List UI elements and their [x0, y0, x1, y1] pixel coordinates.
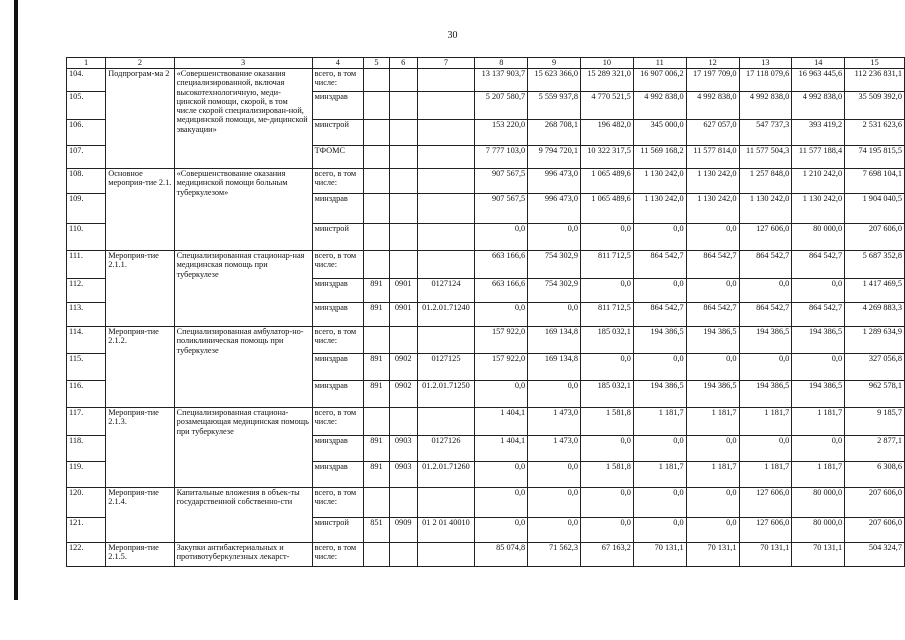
total-value: 1 289 634,9 [845, 327, 905, 354]
row-number: 111. [67, 251, 106, 279]
year-value: 0,0 [686, 354, 739, 381]
target-code [417, 543, 475, 567]
year-value: 15 289 321,0 [581, 69, 634, 92]
year-value: 80 000,0 [792, 224, 845, 251]
funding-source: минздрав [312, 354, 364, 381]
year-value: 0,0 [633, 518, 686, 543]
column-number: 15 [845, 58, 905, 69]
section-code [389, 251, 417, 279]
year-value: 0,0 [581, 354, 634, 381]
column-number: 14 [792, 58, 845, 69]
target-code [417, 408, 475, 436]
table-row [67, 169, 905, 194]
program-description: Закупки антибактериальных и противотуберкулезных лекарст- [174, 543, 312, 567]
total-value: 4 269 883,3 [845, 303, 905, 327]
row-number: 110. [67, 224, 106, 251]
year-value: 864 542,7 [792, 303, 845, 327]
funding-source: всего, в том числе: [312, 251, 364, 279]
column-number: 11 [633, 58, 686, 69]
total-value: 5 687 352,8 [845, 251, 905, 279]
year-value: 0,0 [475, 488, 528, 518]
target-code [417, 120, 475, 146]
column-number: 3 [174, 58, 312, 69]
grbs-code: 851 [364, 518, 390, 543]
grbs-code [364, 120, 390, 146]
row-number: 115. [67, 354, 106, 381]
year-value: 4 992 838,0 [792, 92, 845, 120]
row-number: 108. [67, 169, 106, 194]
page-number: 30 [447, 30, 458, 41]
row-number: 122. [67, 543, 106, 567]
grbs-code [364, 69, 390, 92]
row-number: 105. [67, 92, 106, 120]
grbs-code [364, 251, 390, 279]
year-value: 0,0 [686, 518, 739, 543]
row-number: 119. [67, 462, 106, 488]
year-value: 864 542,7 [633, 303, 686, 327]
row-number: 116. [67, 381, 106, 408]
section-code: 0903 [389, 462, 417, 488]
grbs-code [364, 224, 390, 251]
section-code: 0902 [389, 381, 417, 408]
year-value: 1 130 242,0 [792, 194, 845, 224]
program-name: Мероприя-тие 2.1.1. [106, 251, 174, 327]
total-value: 207 606,0 [845, 488, 905, 518]
year-value: 1 257 848,0 [739, 169, 792, 194]
year-value: 1 404,1 [475, 436, 528, 462]
grbs-code: 891 [364, 303, 390, 327]
row-number: 104. [67, 69, 106, 92]
program-description: «Совершенствование оказания специализированной, включая высокотехнологичную, меди-цинской помощи, скорой, в том числе скорой специализирован-ной, медицинской помощи, ме-дицинской эвакуации» [174, 69, 312, 169]
grbs-code [364, 408, 390, 436]
year-value: 13 137 903,7 [475, 69, 528, 92]
section-code [389, 224, 417, 251]
year-value: 4 992 838,0 [633, 92, 686, 120]
year-value: 1 181,7 [792, 408, 845, 436]
table-row [67, 251, 905, 279]
total-value: 9 185,7 [845, 408, 905, 436]
grbs-code [364, 146, 390, 169]
year-value: 7 777 103,0 [475, 146, 528, 169]
year-value: 80 000,0 [792, 488, 845, 518]
row-number: 117. [67, 408, 106, 436]
year-value: 1 181,7 [739, 462, 792, 488]
year-value: 5 559 937,8 [528, 92, 581, 120]
funding-source: минздрав [312, 194, 364, 224]
year-value: 194 386,5 [633, 327, 686, 354]
year-value: 70 131,1 [633, 543, 686, 567]
year-value: 169 134,8 [528, 327, 581, 354]
funding-source: минстрой [312, 120, 364, 146]
grbs-code: 891 [364, 381, 390, 408]
year-value: 157 922,0 [475, 327, 528, 354]
target-code [417, 92, 475, 120]
program-name: Подпрограм-ма 2 [106, 69, 174, 169]
year-value: 1 181,7 [686, 462, 739, 488]
year-value: 0,0 [686, 224, 739, 251]
target-code: 0127125 [417, 354, 475, 381]
year-value: 0,0 [633, 224, 686, 251]
year-value: 0,0 [475, 224, 528, 251]
year-value: 0,0 [475, 462, 528, 488]
column-number: 13 [739, 58, 792, 69]
total-value: 1 904 040,5 [845, 194, 905, 224]
column-number-header [67, 58, 905, 69]
row-number: 107. [67, 146, 106, 169]
section-code: 0909 [389, 518, 417, 543]
year-value: 196 482,0 [581, 120, 634, 146]
total-value: 207 606,0 [845, 224, 905, 251]
year-value: 1 473,0 [528, 436, 581, 462]
column-number: 4 [312, 58, 364, 69]
year-value: 185 032,1 [581, 327, 634, 354]
target-code [417, 169, 475, 194]
year-value: 1 130 242,0 [633, 169, 686, 194]
section-code [389, 543, 417, 567]
year-value: 345 000,0 [633, 120, 686, 146]
year-value: 1 065 489,6 [581, 194, 634, 224]
row-number: 106. [67, 120, 106, 146]
section-code [389, 120, 417, 146]
year-value: 0,0 [581, 436, 634, 462]
year-value: 194 386,5 [633, 381, 686, 408]
year-value: 0,0 [633, 436, 686, 462]
year-value: 0,0 [475, 303, 528, 327]
table-row [67, 408, 905, 436]
year-value: 1 130 242,0 [633, 194, 686, 224]
year-value: 70 131,1 [686, 543, 739, 567]
year-value: 0,0 [686, 279, 739, 303]
funding-source: всего, в том числе: [312, 408, 364, 436]
year-value: 0,0 [581, 518, 634, 543]
grbs-code [364, 488, 390, 518]
year-value: 811 712,5 [581, 251, 634, 279]
section-code [389, 146, 417, 169]
year-value: 1 130 242,0 [739, 194, 792, 224]
target-code [417, 69, 475, 92]
year-value: 1 181,7 [739, 408, 792, 436]
total-value: 2 531 623,6 [845, 120, 905, 146]
grbs-code [364, 543, 390, 567]
program-name: Основное мероприя-тие 2.1. [106, 169, 174, 251]
funding-source: минздрав [312, 381, 364, 408]
year-value: 627 057,0 [686, 120, 739, 146]
target-code [417, 488, 475, 518]
total-value: 35 509 392,0 [845, 92, 905, 120]
target-code: 0127126 [417, 436, 475, 462]
section-code: 0903 [389, 436, 417, 462]
year-value: 194 386,5 [686, 327, 739, 354]
year-value: 0,0 [528, 224, 581, 251]
year-value: 0,0 [581, 279, 634, 303]
year-value: 194 386,5 [792, 327, 845, 354]
year-value: 547 737,3 [739, 120, 792, 146]
grbs-code [364, 169, 390, 194]
section-code [389, 92, 417, 120]
year-value: 864 542,7 [739, 303, 792, 327]
row-number: 121. [67, 518, 106, 543]
year-value: 0,0 [475, 381, 528, 408]
year-value: 907 567,5 [475, 169, 528, 194]
total-value: 7 698 104,1 [845, 169, 905, 194]
year-value: 1 181,7 [686, 408, 739, 436]
column-number: 8 [475, 58, 528, 69]
year-value: 1 210 242,0 [792, 169, 845, 194]
year-value: 169 134,8 [528, 354, 581, 381]
grbs-code [364, 194, 390, 224]
year-value: 5 207 580,7 [475, 92, 528, 120]
total-value: 1 417 469,5 [845, 279, 905, 303]
year-value: 0,0 [528, 303, 581, 327]
year-value: 1 404,1 [475, 408, 528, 436]
funding-source: ТФОМС [312, 146, 364, 169]
column-number: 2 [106, 58, 174, 69]
target-code: 01 2 01 40010 [417, 518, 475, 543]
column-number: 6 [389, 58, 417, 69]
year-value: 1 581,8 [581, 408, 634, 436]
grbs-code: 891 [364, 436, 390, 462]
funding-source: минздрав [312, 279, 364, 303]
program-name: Мероприя-тие 2.1.2. [106, 327, 174, 408]
year-value: 1 181,7 [633, 462, 686, 488]
target-code: 01.2.01.71260 [417, 462, 475, 488]
grbs-code: 891 [364, 279, 390, 303]
year-value: 268 708,1 [528, 120, 581, 146]
column-number: 1 [67, 58, 106, 69]
table-row [67, 69, 905, 92]
total-value: 2 877,1 [845, 436, 905, 462]
year-value: 0,0 [739, 354, 792, 381]
year-value: 67 163,2 [581, 543, 634, 567]
year-value: 11 577 504,3 [739, 146, 792, 169]
program-name: Мероприя-тие 2.1.3. [106, 408, 174, 488]
year-value: 1 581,8 [581, 462, 634, 488]
year-value: 4 992 838,0 [686, 92, 739, 120]
year-value: 127 606,0 [739, 518, 792, 543]
target-code [417, 194, 475, 224]
year-value: 9 794 720,1 [528, 146, 581, 169]
year-value: 663 166,6 [475, 279, 528, 303]
year-value: 0,0 [739, 279, 792, 303]
year-value: 0,0 [686, 436, 739, 462]
funding-source: всего, в том числе: [312, 69, 364, 92]
year-value: 185 032,1 [581, 381, 634, 408]
year-value: 4 770 521,5 [581, 92, 634, 120]
funding-source: всего, в том числе: [312, 543, 364, 567]
section-code [389, 327, 417, 354]
year-value: 0,0 [528, 462, 581, 488]
year-value: 157 922,0 [475, 354, 528, 381]
funding-source: минздрав [312, 92, 364, 120]
grbs-code [364, 327, 390, 354]
funding-source: минстрой [312, 518, 364, 543]
year-value: 1 130 242,0 [686, 169, 739, 194]
year-value: 11 577 814,0 [686, 146, 739, 169]
section-code [389, 488, 417, 518]
year-value: 0,0 [475, 518, 528, 543]
year-value: 1 181,7 [633, 408, 686, 436]
row-number: 112. [67, 279, 106, 303]
section-code [389, 69, 417, 92]
year-value: 864 542,7 [739, 251, 792, 279]
column-number: 10 [581, 58, 634, 69]
target-code: 0127124 [417, 279, 475, 303]
year-value: 754 302,9 [528, 251, 581, 279]
program-description: Специализированная стационар-ная медицинская помощь при туберкулезе [174, 251, 312, 327]
year-value: 80 000,0 [792, 518, 845, 543]
year-value: 0,0 [792, 279, 845, 303]
table-body [67, 69, 905, 567]
funding-source: всего, в том числе: [312, 488, 364, 518]
target-code: 01.2.01.71250 [417, 381, 475, 408]
section-code [389, 408, 417, 436]
target-code [417, 327, 475, 354]
year-value: 127 606,0 [739, 224, 792, 251]
row-number: 113. [67, 303, 106, 327]
left-margin-bar [14, 0, 18, 600]
year-value: 1 065 489,6 [581, 169, 634, 194]
row-number: 120. [67, 488, 106, 518]
year-value: 17 118 079,6 [739, 69, 792, 92]
grbs-code: 891 [364, 462, 390, 488]
year-value: 194 386,5 [739, 327, 792, 354]
year-value: 0,0 [528, 381, 581, 408]
year-value: 153 220,0 [475, 120, 528, 146]
year-value: 16 963 445,6 [792, 69, 845, 92]
funding-source: минстрой [312, 224, 364, 251]
year-value: 70 131,1 [739, 543, 792, 567]
target-code [417, 224, 475, 251]
column-number: 7 [417, 58, 475, 69]
year-value: 11 577 188,4 [792, 146, 845, 169]
year-value: 907 567,5 [475, 194, 528, 224]
year-value: 0,0 [633, 279, 686, 303]
year-value: 70 131,1 [792, 543, 845, 567]
year-value: 194 386,5 [792, 381, 845, 408]
section-code: 0901 [389, 303, 417, 327]
target-code [417, 146, 475, 169]
year-value: 1 181,7 [792, 462, 845, 488]
year-value: 10 322 317,5 [581, 146, 634, 169]
year-value: 393 419,2 [792, 120, 845, 146]
year-value: 0,0 [739, 436, 792, 462]
year-value: 864 542,7 [633, 251, 686, 279]
year-value: 194 386,5 [739, 381, 792, 408]
target-code: 01.2.01.71240 [417, 303, 475, 327]
funding-source: всего, в том числе: [312, 327, 364, 354]
grbs-code: 891 [364, 354, 390, 381]
year-value: 15 623 366,0 [528, 69, 581, 92]
row-number: 109. [67, 194, 106, 224]
year-value: 0,0 [792, 354, 845, 381]
program-description: Капитальные вложения в объек-ты государственной собственно-сти [174, 488, 312, 543]
column-number: 5 [364, 58, 390, 69]
year-value: 0,0 [581, 224, 634, 251]
year-value: 0,0 [581, 488, 634, 518]
year-value: 4 992 838,0 [739, 92, 792, 120]
program-description: Специализированная амбулатор-но-поликлиническая помощь при туберкулезе [174, 327, 312, 408]
year-value: 194 386,5 [686, 381, 739, 408]
year-value: 85 074,8 [475, 543, 528, 567]
table-row [67, 488, 905, 518]
year-value: 1 473,0 [528, 408, 581, 436]
total-value: 74 195 815,5 [845, 146, 905, 169]
year-value: 864 542,7 [686, 251, 739, 279]
year-value: 996 473,0 [528, 194, 581, 224]
program-name: Мероприя-тие 2.1.4. [106, 488, 174, 543]
program-description: Специализированная стациона-розамещающая медицинская помощь при туберкулезе [174, 408, 312, 488]
section-code [389, 169, 417, 194]
year-value: 127 606,0 [739, 488, 792, 518]
year-value: 1 130 242,0 [686, 194, 739, 224]
table-row [67, 327, 905, 354]
program-name: Мероприя-тие 2.1.5. [106, 543, 174, 567]
funding-source: минздрав [312, 462, 364, 488]
total-value: 6 308,6 [845, 462, 905, 488]
year-value: 996 473,0 [528, 169, 581, 194]
total-value: 112 236 831,1 [845, 69, 905, 92]
row-number: 118. [67, 436, 106, 462]
total-value: 504 324,7 [845, 543, 905, 567]
funding-source: всего, в том числе: [312, 169, 364, 194]
year-value: 0,0 [633, 488, 686, 518]
funding-source: минздрав [312, 303, 364, 327]
year-value: 0,0 [792, 436, 845, 462]
year-value: 663 166,6 [475, 251, 528, 279]
total-value: 327 056,8 [845, 354, 905, 381]
year-value: 0,0 [686, 488, 739, 518]
table-row [67, 543, 905, 567]
year-value: 11 569 168,2 [633, 146, 686, 169]
column-number: 12 [686, 58, 739, 69]
year-value: 17 197 709,0 [686, 69, 739, 92]
section-code [389, 194, 417, 224]
funding-source: минздрав [312, 436, 364, 462]
row-number: 114. [67, 327, 106, 354]
year-value: 71 562,3 [528, 543, 581, 567]
year-value: 754 302,9 [528, 279, 581, 303]
program-description: «Совершенствование оказания медицинской помощи больным туберкулезом» [174, 169, 312, 251]
section-code: 0902 [389, 354, 417, 381]
year-value: 0,0 [528, 518, 581, 543]
year-value: 864 542,7 [792, 251, 845, 279]
budget-table [66, 57, 905, 567]
section-code: 0901 [389, 279, 417, 303]
total-value: 962 578,1 [845, 381, 905, 408]
year-value: 0,0 [633, 354, 686, 381]
total-value: 207 606,0 [845, 518, 905, 543]
year-value: 0,0 [528, 488, 581, 518]
target-code [417, 251, 475, 279]
year-value: 811 712,5 [581, 303, 634, 327]
column-number: 9 [528, 58, 581, 69]
grbs-code [364, 92, 390, 120]
year-value: 16 907 006,2 [633, 69, 686, 92]
year-value: 864 542,7 [686, 303, 739, 327]
